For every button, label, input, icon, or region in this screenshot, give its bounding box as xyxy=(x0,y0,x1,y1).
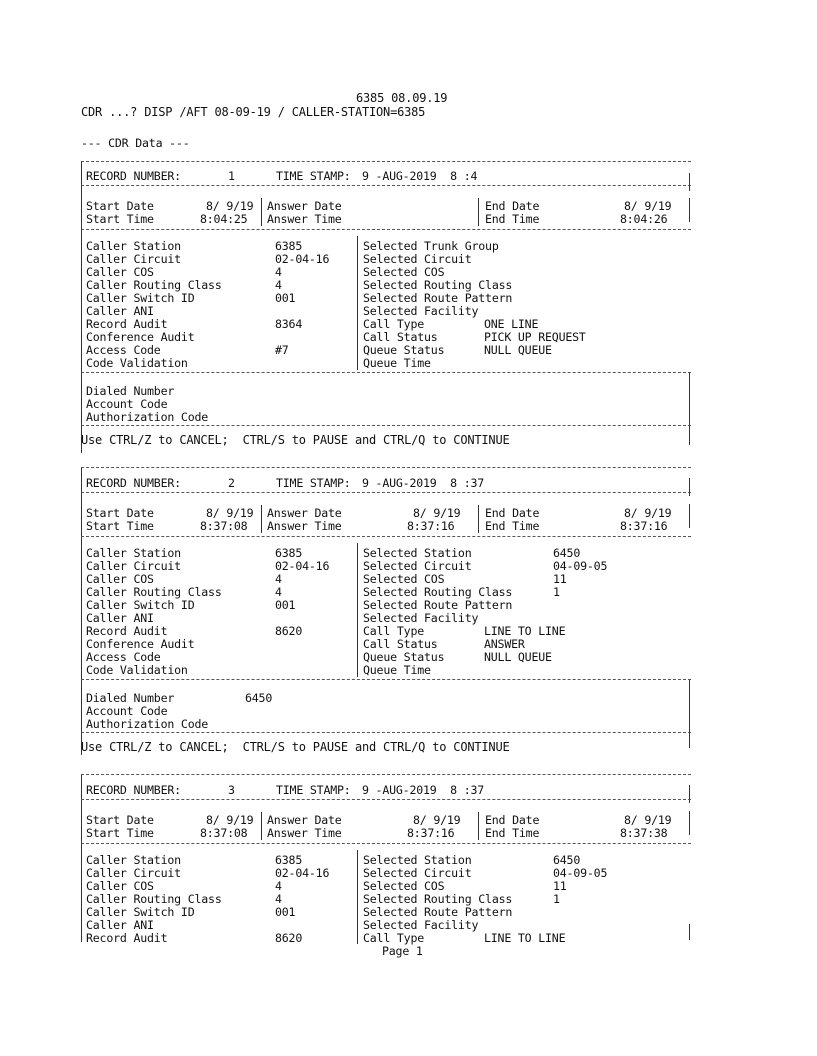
authorization-code-label: Authorization Code xyxy=(86,717,209,731)
caller-switch-id: 001 xyxy=(275,598,296,612)
record-number-label: RECORD NUMBER: xyxy=(86,476,181,490)
start-time-label: Start Time xyxy=(86,519,154,533)
caller-circuit-label: Caller Circuit xyxy=(86,866,181,880)
selected-routing-class-label: Selected Routing Class xyxy=(363,892,513,906)
time-stamp: 9 -AUG-2019 8 :4 xyxy=(362,169,478,183)
record-number: 3 xyxy=(228,783,235,797)
caller-routing-class: 4 xyxy=(275,585,282,599)
record-right-border xyxy=(689,478,690,496)
terminal-prompt: Use CTRL/Z to CANCEL; CTRL/S to PAUSE and CTRL/Q to CONTINUE xyxy=(81,740,510,754)
caller-cos: 4 xyxy=(275,879,282,893)
selected-circuit: 04-09-05 xyxy=(553,866,608,880)
caller-cos-label: Caller COS xyxy=(86,572,154,586)
page-number: Page 1 xyxy=(382,944,423,958)
queue-time-label: Queue Time xyxy=(363,356,431,370)
divider xyxy=(81,161,691,162)
call-type-label: Call Type xyxy=(363,624,425,638)
caller-circuit-label: Caller Circuit xyxy=(86,252,181,266)
time-stamp: 9 -AUG-2019 8 :37 xyxy=(362,783,485,797)
end-date-label: End Date xyxy=(485,813,540,827)
selected-cos-label: Selected COS xyxy=(363,265,445,279)
start-date-label: Start Date xyxy=(86,506,154,520)
selected-circuit-label: Selected Circuit xyxy=(363,252,472,266)
dialed-number: 6450 xyxy=(245,691,273,705)
divider xyxy=(81,732,691,733)
selected-cos: 11 xyxy=(553,879,567,893)
column-divider xyxy=(357,543,358,677)
column-divider xyxy=(357,850,358,944)
conference-audit-label: Conference Audit xyxy=(86,637,195,651)
end-date: 8/ 9/19 xyxy=(624,199,672,213)
caller-cos: 4 xyxy=(275,265,282,279)
caller-routing-class: 4 xyxy=(275,892,282,906)
start-time: 8:37:08 xyxy=(200,826,248,840)
time-stamp-label: TIME STAMP: xyxy=(276,169,351,183)
divider xyxy=(81,185,691,186)
record-number-label: RECORD NUMBER: xyxy=(86,169,181,183)
record-right-border xyxy=(689,173,690,191)
column-divider xyxy=(478,812,479,840)
divider xyxy=(81,679,691,680)
selected-route-pattern-label: Selected Route Pattern xyxy=(363,598,513,612)
selected-routing-class-label: Selected Routing Class xyxy=(363,585,513,599)
caller-cos-label: Caller COS xyxy=(86,265,154,279)
caller-circuit-label: Caller Circuit xyxy=(86,559,181,573)
record-right-border xyxy=(689,680,690,748)
divider xyxy=(81,467,691,468)
time-stamp-label: TIME STAMP: xyxy=(276,783,351,797)
start-time: 8:37:08 xyxy=(200,519,248,533)
authorization-code-label: Authorization Code xyxy=(86,410,209,424)
record-audit-label: Record Audit xyxy=(86,931,168,945)
access-code-label: Access Code xyxy=(86,343,161,357)
selected-station: 6450 xyxy=(553,853,581,867)
code-validation-label: Code Validation xyxy=(86,356,188,370)
selected-route-pattern-label: Selected Route Pattern xyxy=(363,291,513,305)
caller-circuit: 02-04-16 xyxy=(275,252,330,266)
caller-routing-class-label: Caller Routing Class xyxy=(86,892,222,906)
call-type: ONE LINE xyxy=(484,317,539,331)
record-audit-label: Record Audit xyxy=(86,624,168,638)
conference-audit-label: Conference Audit xyxy=(86,330,195,344)
queue-status: NULL QUEUE xyxy=(484,343,552,357)
call-type-label: Call Type xyxy=(363,931,425,945)
record-right-border xyxy=(689,198,690,222)
answer-time-label: Answer Time xyxy=(267,826,342,840)
divider xyxy=(81,425,691,426)
access-code: #7 xyxy=(275,343,289,357)
selected-circuit-label: Selected Circuit xyxy=(363,866,472,880)
access-code-label: Access Code xyxy=(86,650,161,664)
end-time: 8:04:26 xyxy=(620,212,668,226)
dialed-number-label: Dialed Number xyxy=(86,691,175,705)
caller-switch-id-label: Caller Switch ID xyxy=(86,905,195,919)
selected-station-label: Selected Station xyxy=(363,853,472,867)
selected-facility-label: Selected Facility xyxy=(363,918,479,932)
queue-status-label: Queue Status xyxy=(363,650,445,664)
end-date-label: End Date xyxy=(485,506,540,520)
record-right-border xyxy=(689,924,690,940)
call-type: LINE TO LINE xyxy=(484,931,566,945)
column-divider xyxy=(261,812,262,840)
divider xyxy=(81,492,691,493)
command-line: CDR ...? DISP /AFT 08-09-19 / CALLER-STATION=6385 xyxy=(81,105,426,119)
divider xyxy=(81,843,691,844)
start-date: 8/ 9/19 xyxy=(206,813,254,827)
call-status: ANSWER xyxy=(484,637,525,651)
call-status-label: Call Status xyxy=(363,330,438,344)
answer-date: 8/ 9/19 xyxy=(413,813,461,827)
caller-routing-class-label: Caller Routing Class xyxy=(86,278,222,292)
selected-routing-class: 1 xyxy=(553,585,560,599)
answer-date-label: Answer Date xyxy=(267,813,342,827)
call-status: PICK UP REQUEST xyxy=(484,330,586,344)
start-time-label: Start Time xyxy=(86,212,154,226)
selected-circuit: 04-09-05 xyxy=(553,559,608,573)
selected-station-label: Selected Station xyxy=(363,546,472,560)
column-divider xyxy=(478,198,479,226)
section-title: --- CDR Data --- xyxy=(81,136,190,150)
selected-cos: 11 xyxy=(553,572,567,586)
divider xyxy=(81,372,691,373)
selected-routing-class-label: Selected Routing Class xyxy=(363,278,513,292)
caller-routing-class: 4 xyxy=(275,278,282,292)
caller-station-label: Caller Station xyxy=(86,853,181,867)
answer-date: 8/ 9/19 xyxy=(413,506,461,520)
caller-ani-label: Caller ANI xyxy=(86,304,154,318)
selected-route-pattern-label: Selected Route Pattern xyxy=(363,905,513,919)
caller-switch-id-label: Caller Switch ID xyxy=(86,598,195,612)
caller-station-label: Caller Station xyxy=(86,546,181,560)
column-divider xyxy=(261,198,262,226)
record-audit: 8364 xyxy=(275,317,303,331)
answer-date-label: Answer Date xyxy=(267,506,342,520)
selected-circuit-label: Selected Circuit xyxy=(363,559,472,573)
end-time-label: End Time xyxy=(485,826,540,840)
selected-facility-label: Selected Facility xyxy=(363,611,479,625)
caller-circuit: 02-04-16 xyxy=(275,559,330,573)
caller-ani-label: Caller ANI xyxy=(86,611,154,625)
end-date-label: End Date xyxy=(485,199,540,213)
start-time: 8:04:25 xyxy=(200,212,248,226)
account-code-label: Account Code xyxy=(86,704,168,718)
answer-time: 8:37:16 xyxy=(407,826,455,840)
divider xyxy=(81,536,691,537)
end-time: 8:37:38 xyxy=(620,826,668,840)
caller-cos: 4 xyxy=(275,572,282,586)
queue-status-label: Queue Status xyxy=(363,343,445,357)
end-time: 8:37:16 xyxy=(620,519,668,533)
end-date: 8/ 9/19 xyxy=(624,813,672,827)
divider xyxy=(81,774,691,775)
code-validation-label: Code Validation xyxy=(86,663,188,677)
call-status-label: Call Status xyxy=(363,637,438,651)
selected-cos-label: Selected COS xyxy=(363,879,445,893)
terminal-prompt: Use CTRL/Z to CANCEL; CTRL/S to PAUSE and CTRL/Q to CONTINUE xyxy=(81,433,510,447)
selected-facility-label: Selected Facility xyxy=(363,304,479,318)
answer-time-label: Answer Time xyxy=(267,212,342,226)
record-right-border xyxy=(689,373,690,445)
record-right-border xyxy=(689,785,690,803)
start-date-label: Start Date xyxy=(86,199,154,213)
caller-cos-label: Caller COS xyxy=(86,879,154,893)
call-type: LINE TO LINE xyxy=(484,624,566,638)
caller-routing-class-label: Caller Routing Class xyxy=(86,585,222,599)
dialed-number-label: Dialed Number xyxy=(86,384,175,398)
answer-date-label: Answer Date xyxy=(267,199,342,213)
caller-circuit: 02-04-16 xyxy=(275,866,330,880)
divider xyxy=(81,799,691,800)
caller-station-label: Caller Station xyxy=(86,239,181,253)
selected-station: 6450 xyxy=(553,546,581,560)
selected-routing-class: 1 xyxy=(553,892,560,906)
start-time-label: Start Time xyxy=(86,826,154,840)
divider xyxy=(81,229,691,230)
start-date: 8/ 9/19 xyxy=(206,199,254,213)
record-left-border xyxy=(81,775,82,942)
account-code-label: Account Code xyxy=(86,397,168,411)
call-type-label: Call Type xyxy=(363,317,425,331)
record-number: 2 xyxy=(228,476,235,490)
end-date: 8/ 9/19 xyxy=(624,506,672,520)
queue-time-label: Queue Time xyxy=(363,663,431,677)
record-number-label: RECORD NUMBER: xyxy=(86,783,181,797)
caller-switch-id: 001 xyxy=(275,291,296,305)
record-right-border xyxy=(689,504,690,528)
column-divider xyxy=(261,505,262,533)
report-stamp: 6385 08.09.19 xyxy=(356,91,448,105)
selected-trunk-group-label: Selected Trunk Group xyxy=(363,239,499,253)
caller-switch-id: 001 xyxy=(275,905,296,919)
record-audit: 8620 xyxy=(275,931,303,945)
start-date: 8/ 9/19 xyxy=(206,506,254,520)
caller-ani-label: Caller ANI xyxy=(86,918,154,932)
time-stamp-label: TIME STAMP: xyxy=(276,476,351,490)
record-right-border xyxy=(689,811,690,835)
answer-time-label: Answer Time xyxy=(267,519,342,533)
selected-cos-label: Selected COS xyxy=(363,572,445,586)
queue-status: NULL QUEUE xyxy=(484,650,552,664)
time-stamp: 9 -AUG-2019 8 :37 xyxy=(362,476,485,490)
end-time-label: End Time xyxy=(485,212,540,226)
record-number: 1 xyxy=(228,169,235,183)
record-audit-label: Record Audit xyxy=(86,317,168,331)
start-date-label: Start Date xyxy=(86,813,154,827)
caller-station: 6385 xyxy=(275,239,303,253)
record-left-border xyxy=(81,162,82,453)
column-divider xyxy=(478,505,479,533)
end-time-label: End Time xyxy=(485,519,540,533)
caller-station: 6385 xyxy=(275,853,303,867)
caller-switch-id-label: Caller Switch ID xyxy=(86,291,195,305)
caller-station: 6385 xyxy=(275,546,303,560)
column-divider xyxy=(357,236,358,370)
record-left-border xyxy=(81,468,82,755)
answer-time: 8:37:16 xyxy=(407,519,455,533)
record-audit: 8620 xyxy=(275,624,303,638)
